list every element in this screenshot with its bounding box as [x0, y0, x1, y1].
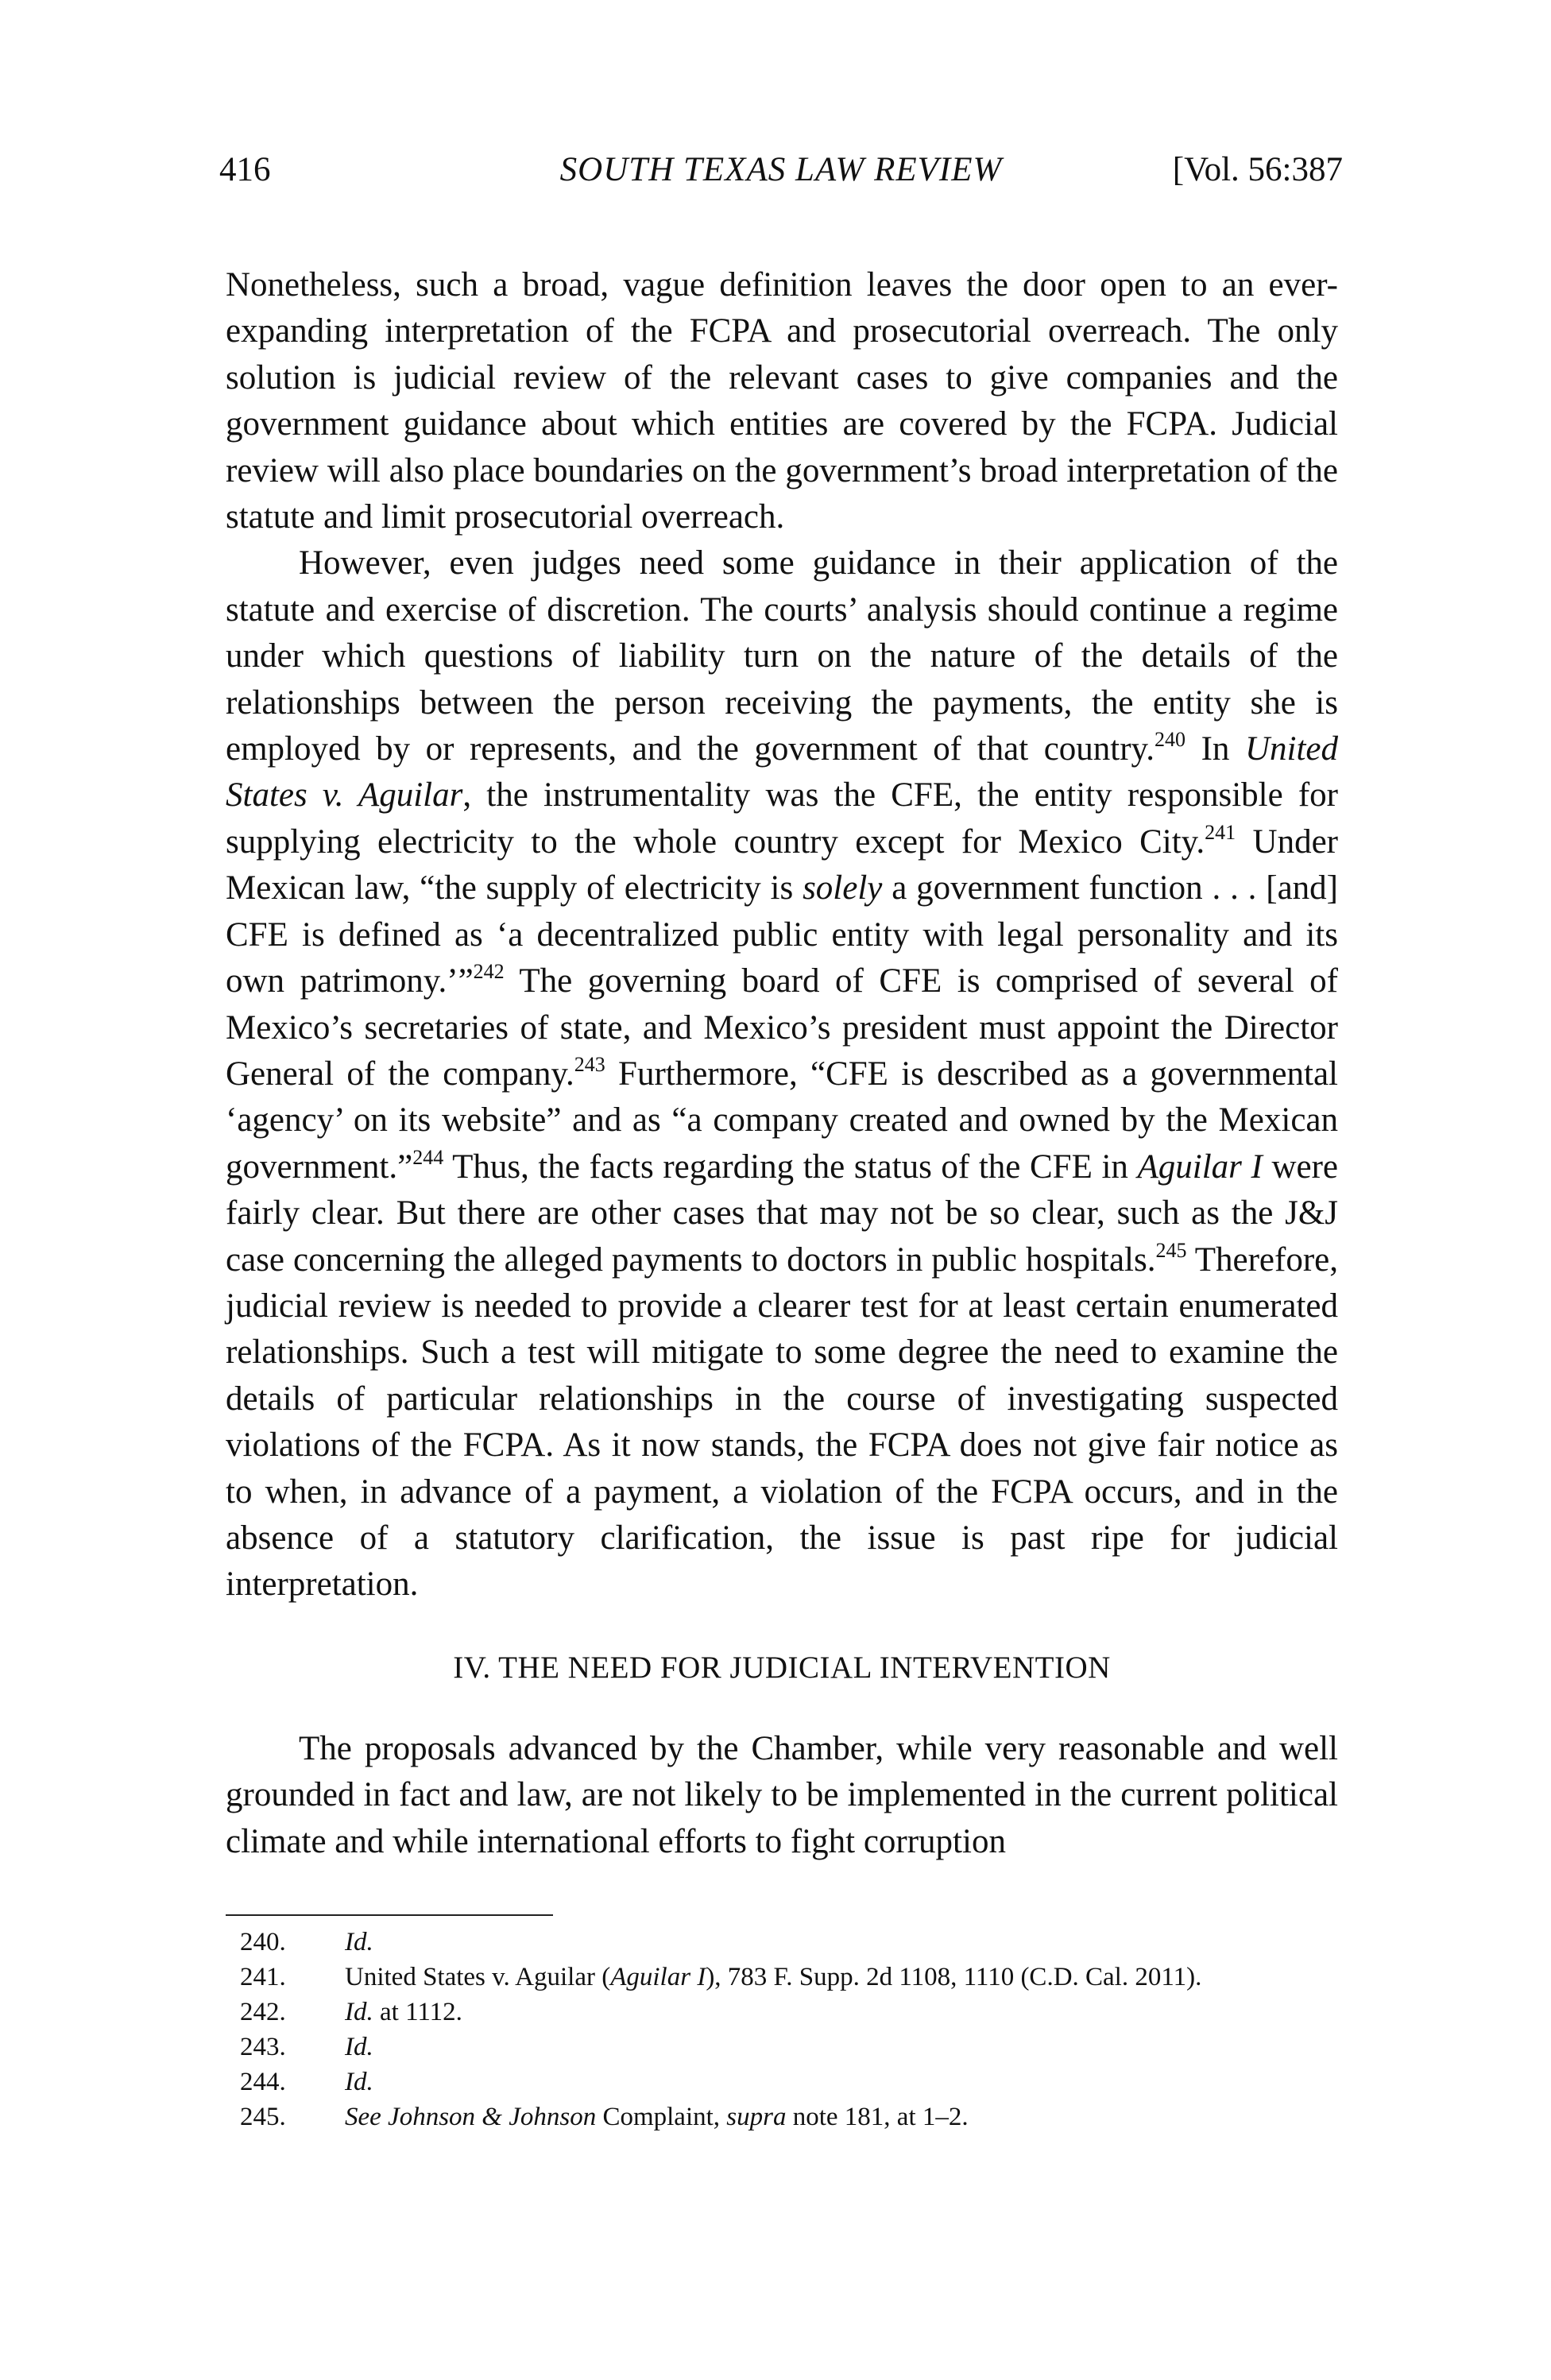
footnote-number: 240.: [240, 1928, 286, 1956]
footnote-text-part: United States v. Aguilar (: [345, 1963, 611, 1991]
footnote-text-part: Id.: [345, 2033, 373, 2061]
paragraph-3: The proposals advanced by the Chamber, while very reasonable and well grounded in fact and law, are not likely to be implemented in the current political climate and while international efforts to fight corruption: [226, 1729, 1338, 1860]
footnote-text-part: note 181, at 1–2.: [786, 2103, 969, 2131]
footnote-number: 242.: [240, 1998, 286, 2026]
footnote-241: [240, 1960, 1336, 1995]
footnote-text: [345, 1995, 1336, 2030]
paragraph-2-text: Furthermore, “CFE is described as a governmental ‘agency’ on its website” and as “a company created and owned by the Mexican government.”: [226, 1055, 1338, 1186]
footnote-text: [345, 2030, 1336, 2065]
paragraph-2-text: Therefore, judicial review is needed to provide a clearer test for at least certain enumerated relationships. Such a test will mitigate to some degree the need to examine the details of particular relationships in the course of investigating suspected violations of the FCPA. As it now stands, the FCPA does not give fair notice as to when, in advance of a payment, a violation of the FCPA occurs, and in the absence of a statutory clarification, the issue is past ripe for judicial interpretation.: [226, 1240, 1338, 1604]
paragraph-2-text: , the instrumentality was the CFE, the entity responsible for supplying electricity to the whole country except for Mexico City.: [226, 776, 1338, 861]
case-short-name: Aguilar I: [1137, 1147, 1263, 1186]
page-number: 416: [219, 151, 271, 188]
paragraph-2-text: a government function . . . [and] CFE is defined as ‘a decentralized public entity with legal personality and its own patrimony.’”: [226, 869, 1338, 1000]
footnote-number: 244.: [240, 2068, 286, 2096]
footnote-text: [345, 2099, 1336, 2134]
footnote-text-part: Id.: [345, 1928, 373, 1956]
paragraph-2: [226, 540, 1338, 1608]
footnote-text: [345, 1925, 1336, 1960]
footnote-text-part: See Johnson & Johnson: [345, 2103, 597, 2131]
emphasis-solely: solely: [803, 869, 883, 907]
footnote-245: [240, 2099, 1336, 2134]
paragraph-2-text: In: [1185, 730, 1245, 768]
footnote-ref-245[interactable]: 245: [1155, 1238, 1187, 1262]
footnote-text-part: Aguilar I: [610, 1963, 706, 1991]
footnote-text-part: ), 783 F. Supp. 2d 1108, 1110 (C.D. Cal. 2011).: [706, 1963, 1202, 1991]
footnote-240: [240, 1925, 1336, 1960]
footnote-number: 243.: [240, 2033, 286, 2061]
footnote-243: [240, 2030, 1336, 2065]
footnote-text: [345, 1960, 1336, 1995]
footnote-number: 245.: [240, 2103, 286, 2131]
footnote-ref-244[interactable]: 244: [412, 1145, 444, 1169]
case-name: United States v. Aguilar: [226, 730, 1338, 815]
footnote-text-part: Complaint,: [596, 2103, 727, 2131]
footnote-text: [345, 2065, 1336, 2099]
footnote-242: [240, 1995, 1336, 2030]
section-heading: IV. THE NEED FOR JUDICIAL INTERVENTION: [453, 1650, 1111, 1685]
footnote-text-part: at 1112.: [373, 1998, 462, 2026]
footnote-text-part: supra: [726, 2103, 787, 2131]
running-header: [219, 146, 1343, 194]
footnotes: [240, 1925, 1336, 2134]
paragraph-2-text: Thus, the facts regarding the status of the CFE in: [443, 1147, 1138, 1186]
paragraph-2-text: However, even judges need some guidance in their application of the statute and exercise of discretion. The courts’ analysis should continue a regime under which questions of liability turn on the nature of the details of the relationships between the person receiving the payments, the entity she is employed by or represents, and the government of that country.: [226, 544, 1338, 768]
footnote-ref-240[interactable]: 240: [1155, 728, 1186, 752]
main-text: [226, 262, 1338, 1865]
footnote-divider: [226, 1914, 553, 1916]
footnote-number: 241.: [240, 1963, 286, 1991]
journal-title: SOUTH TEXAS LAW REVIEW: [559, 151, 1003, 188]
footnote-ref-241[interactable]: 241: [1205, 820, 1236, 844]
footnote-ref-243[interactable]: 243: [574, 1052, 605, 1076]
footnote-text-part: Id.: [345, 1998, 373, 2026]
volume-citation: [Vol. 56:387: [1172, 151, 1343, 188]
paragraph-2-text: were fairly clear. But there are other cases that may not be so clear, such as the J&J case concerning the alleged payments to doctors in public hospitals.: [226, 1147, 1338, 1279]
paragraph-1: Nonetheless, such a broad, vague definition leaves the door open to an ever-expanding interpretation of the FCPA and prosecutorial overreach. The only solution is judicial review of the relevant cases to give companies and the government guidance about which entities are covered by the FCPA. Judicial review will also place boundaries on the government’s broad interpretation of the statute and limit prosecutorial overreach.: [226, 266, 1338, 536]
footnote-244: [240, 2065, 1336, 2099]
paragraph-2-text: Under Mexican law, “the supply of electricity is: [226, 822, 1338, 907]
footnote-text-part: Id.: [345, 2068, 373, 2096]
footnote-ref-242[interactable]: 242: [473, 960, 505, 984]
paragraph-2-text: The governing board of CFE is comprised of several of Mexico’s secretaries of state, and Mexico’s president must appoint the Director General of the company.: [226, 962, 1338, 1093]
